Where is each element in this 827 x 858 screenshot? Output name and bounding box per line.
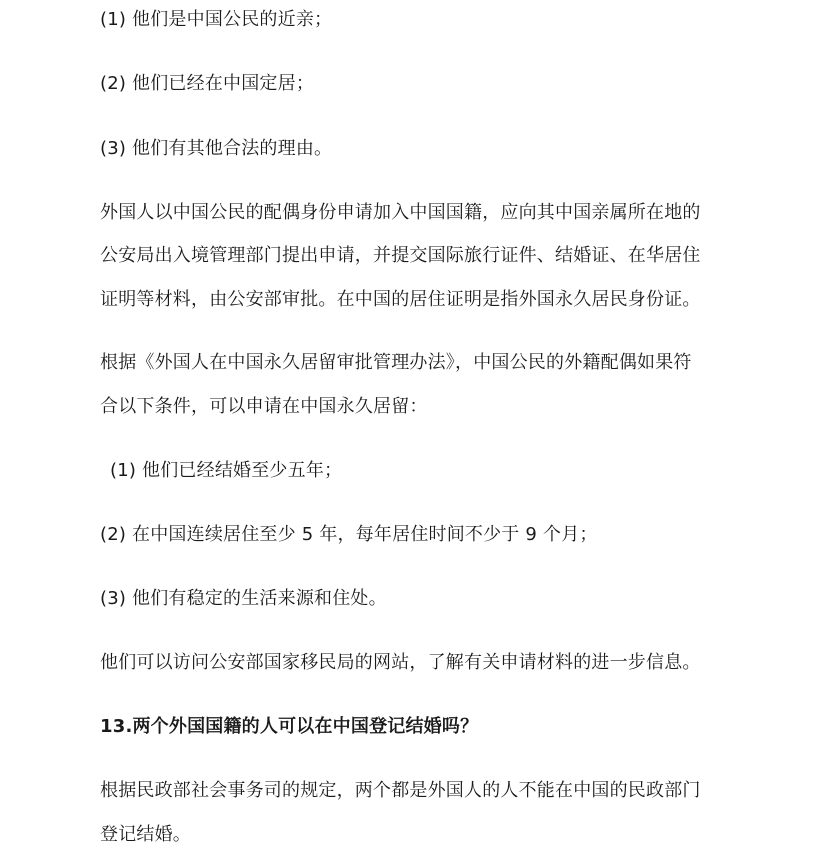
list-item-settled: (2) 他们已经在中国定居； xyxy=(100,73,315,94)
list-item-continuous-residence: (2) 在中国连续居住至少 5 年，每年居住时间不少于 9 个月； xyxy=(100,524,598,545)
list-item-stable-income: (3) 他们有稳定的生活来源和住处。 xyxy=(100,588,387,609)
paragraph-registration-line-2: 登记结婚。 xyxy=(100,824,191,845)
paragraph-registration-line-1: 根据民政部社会事务司的规定，两个都是外国人的人不能在中国的民政部门 xyxy=(100,780,701,801)
list-item-married-five-years: (1) 他们已经结婚至少五年； xyxy=(110,460,343,481)
paragraph-nationality-line-2: 公安局出入境管理部门提出申请，并提交国际旅行证件、结婚证、在华居住 xyxy=(100,245,701,266)
paragraph-website-info: 他们可以访问公安部国家移民局的网站，了解有关申请材料的进一步信息。 xyxy=(100,652,701,673)
paragraph-nationality-line-3: 证明等材料，由公安部审批。在中国的居住证明是指外国永久居民身份证。 xyxy=(100,289,701,310)
list-item-other-reason: (3) 他们有其他合法的理由。 xyxy=(100,138,333,159)
paragraph-nationality-line-1: 外国人以中国公民的配偶身份申请加入中国国籍，应向其中国亲属所在地的 xyxy=(100,202,701,223)
paragraph-residence-line-2: 合以下条件，可以申请在中国永久居留： xyxy=(100,396,428,417)
section-heading-13: 13.两个外国国籍的人可以在中国登记结婚吗？ xyxy=(100,716,479,737)
paragraph-residence-line-1: 根据《外国人在中国永久居留审批管理办法》，中国公民的外籍配偶如果符 xyxy=(100,352,692,373)
list-item-relative: (1) 他们是中国公民的近亲； xyxy=(100,9,333,30)
